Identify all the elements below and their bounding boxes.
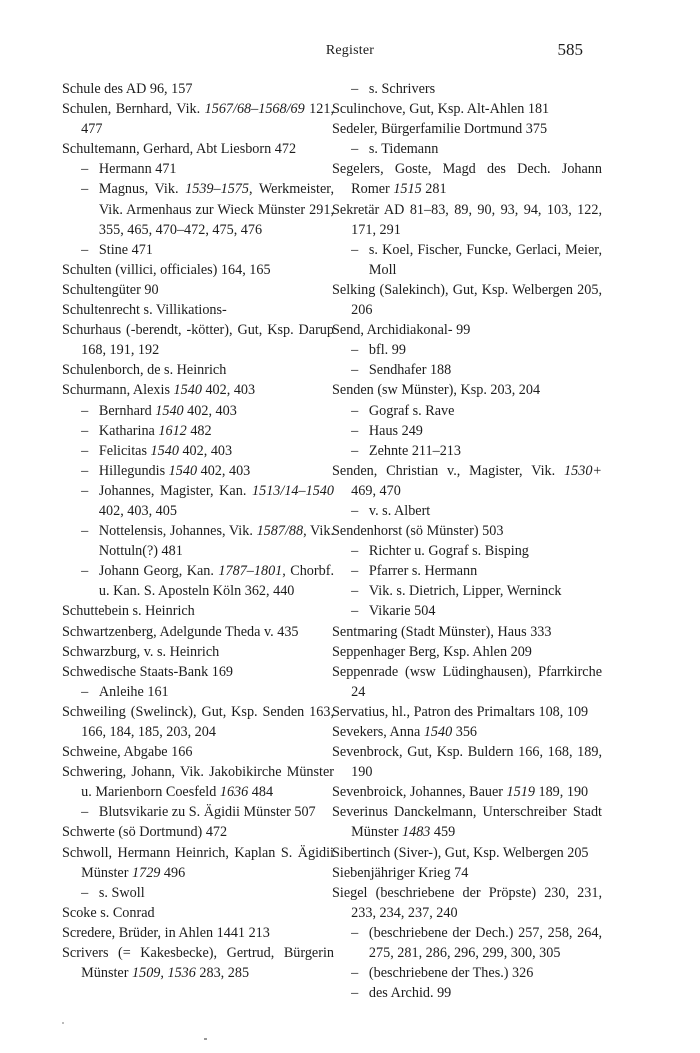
- entry-date: 1636: [219, 784, 249, 801]
- entry-text: Schulenborch, de s. Heinrich: [62, 362, 227, 379]
- index-entry: [62, 762, 334, 802]
- entry-text: 482: [186, 422, 212, 439]
- index-entry: [332, 521, 602, 541]
- index-subentry: [332, 360, 602, 380]
- entry-text: Scrivers (= Kakesbecke), Gertrud, Bürgerin Münster: [62, 945, 334, 982]
- entry-text: 496: [160, 864, 186, 881]
- index-entry: [332, 702, 602, 722]
- entry-text: Vik. s. Dietrich, Lipper, Werninck: [368, 583, 562, 600]
- index-entry: [332, 843, 602, 863]
- entry-date: 1513/14–1540: [252, 482, 334, 499]
- index-entry: [62, 642, 334, 662]
- entry-text: Schule des AD 96, 157: [62, 81, 193, 97]
- entry-text: 356: [452, 724, 478, 740]
- index-subentry: [62, 401, 334, 421]
- index-entry: [332, 380, 602, 400]
- index-subentry: [332, 340, 602, 360]
- index-subentry: [62, 802, 334, 822]
- index-entry: [62, 622, 334, 642]
- index-subentry: [332, 581, 602, 601]
- index-entry: [62, 923, 334, 943]
- subentry-dash: –: [81, 402, 89, 419]
- subentry-dash: –: [81, 482, 89, 499]
- entry-text: Siegel (beschriebene der Pröpste) 230, 231, 233, 234, 237, 240: [332, 884, 602, 921]
- subentry-dash: –: [81, 683, 89, 700]
- entry-text: Sentmaring (Stadt Münster), Haus 333: [332, 623, 552, 640]
- entry-text: Schurmann, Alexis: [62, 382, 174, 399]
- index-subentry: [62, 421, 334, 441]
- entry-date: 1509, 1536: [132, 965, 196, 982]
- subentry-dash: –: [351, 141, 359, 158]
- subentry-dash: –: [81, 422, 89, 439]
- index-subentry: [62, 240, 334, 260]
- index-entry: [332, 883, 602, 923]
- entry-text: Hillegundis: [98, 462, 169, 479]
- subentry-dash: –: [351, 924, 359, 941]
- subentry-dash: –: [351, 422, 359, 439]
- entry-text: Sekretär AD 81–83, 89, 90, 93, 94, 103, 122, 171, 291: [332, 201, 602, 238]
- index-entry: [332, 119, 602, 139]
- entry-text: 469, 470: [351, 482, 401, 499]
- index-entry: [332, 802, 602, 842]
- entry-text: Bernhard: [98, 402, 156, 419]
- entry-text: Sevenbrock, Gut, Ksp. Buldern 166, 168, 189, 190: [332, 744, 602, 781]
- index-entry: [332, 863, 602, 883]
- index-entry: [332, 280, 602, 320]
- subentry-dash: –: [81, 523, 89, 540]
- subentry-dash: –: [81, 442, 89, 459]
- index-entry: [62, 79, 334, 99]
- index-column-right: [332, 79, 602, 1003]
- entry-text: des Archid. 99: [368, 985, 452, 1002]
- subentry-dash: –: [351, 241, 359, 258]
- entry-text: s. Schrivers: [368, 81, 436, 97]
- index-entry: [62, 822, 334, 842]
- subentry-dash: –: [351, 543, 359, 560]
- subentry-dash: –: [351, 985, 359, 1002]
- index-entry: [332, 159, 602, 199]
- index-entry: [62, 300, 334, 320]
- index-entry: [62, 601, 334, 621]
- entry-date: 1787–1801: [218, 563, 283, 580]
- index-subentry: [332, 79, 602, 99]
- index-entry: [332, 99, 602, 119]
- entry-text: Segelers, Goste, Magd des Dech. Johann Romer: [332, 161, 602, 198]
- index-entry: [62, 943, 334, 983]
- entry-text: (beschriebene der Thes.) 326: [368, 965, 534, 982]
- index-entry: [62, 99, 334, 139]
- page-header: [0, 40, 700, 64]
- entry-text: Schultemann, Gerhard, Abt Liesborn 472: [62, 141, 297, 158]
- subentry-dash: –: [351, 563, 359, 580]
- entry-date: 1587/88: [256, 523, 304, 540]
- entry-text: Gograf s. Rave: [368, 402, 455, 419]
- entry-text: Pfarrer s. Hermann: [368, 563, 478, 580]
- entry-text: Johannes, Magister, Kan.: [98, 482, 253, 499]
- index-entry: [332, 662, 602, 702]
- entry-text: , Chorbf. u. Kan. S. Aposteln Köln 362, 440: [98, 563, 334, 600]
- entry-date: 1540: [155, 402, 184, 419]
- entry-date: 1530+: [564, 462, 602, 479]
- entry-text: , Vik. Nottuln(?) 481: [98, 523, 335, 560]
- entry-text: Selking (Salekinch), Gut, Ksp. Welbergen 205, 206: [332, 281, 602, 319]
- entry-text: Sendenhorst (sö Münster) 503: [332, 523, 504, 540]
- entry-text: s. Tidemann: [368, 141, 439, 158]
- subentry-dash: –: [81, 884, 89, 901]
- entry-date: 1539–1575: [185, 181, 249, 198]
- entry-text: Sibertinch (Siver-), Gut, Ksp. Welbergen 205: [332, 844, 589, 861]
- subentry-dash: –: [351, 603, 359, 620]
- entry-text: Senden, Christian v., Magister, Vik.: [332, 462, 565, 479]
- entry-text: Schwedische Staats-Bank 169: [62, 663, 234, 680]
- entry-text: 459: [430, 824, 456, 841]
- entry-text: Felicitas: [98, 442, 151, 459]
- index-subentry: [62, 521, 334, 561]
- entry-text: 484: [248, 784, 274, 801]
- entry-date: 1519: [506, 784, 535, 801]
- entry-text: 281: [421, 181, 447, 198]
- subentry-dash: –: [351, 362, 359, 379]
- entry-text: Seppenrade (wsw Lüdinghausen), Pfarrkirche 24: [332, 663, 602, 700]
- index-entry: [62, 139, 334, 159]
- index-entry: [62, 280, 334, 300]
- subentry-dash: –: [351, 583, 359, 600]
- entry-text: 402, 403: [197, 462, 251, 479]
- scan-speck: [204, 1038, 207, 1040]
- entry-date: 1540: [423, 724, 453, 740]
- index-entry: [332, 200, 602, 240]
- index-entry: [62, 702, 334, 742]
- index-entry: [332, 622, 602, 642]
- entry-text: Senden (sw Münster), Ksp. 203, 204: [332, 382, 541, 399]
- index-entry: [62, 320, 334, 360]
- subentry-dash: –: [351, 442, 359, 459]
- entry-text: Nottelensis, Johannes, Vik.: [98, 523, 257, 540]
- entry-text: Schultengüter 90: [62, 281, 159, 298]
- entry-text: Schuttebein s. Heinrich: [62, 603, 195, 620]
- index-entry: [62, 903, 334, 923]
- subentry-dash: –: [351, 502, 359, 519]
- entry-text: bfl. 99: [368, 342, 406, 359]
- entry-text: Magnus, Vik.: [98, 181, 186, 198]
- index-entry: [62, 843, 334, 883]
- entry-text: Stine 471: [98, 241, 153, 258]
- index-subentry: [62, 461, 334, 481]
- entry-text: Siebenjähriger Krieg 74: [332, 864, 469, 881]
- entry-text: 283, 285: [195, 965, 250, 982]
- index-subentry: [62, 561, 334, 601]
- index-entry: [332, 642, 602, 662]
- entry-text: Schwoll, Hermann Heinrich, Kaplan S. Ägidii Münster: [62, 844, 334, 881]
- entry-text: Blutsvikarie zu S. Ägidii Münster 507: [98, 804, 316, 821]
- entry-text: Severinus Danckelmann, Unterschreiber Stadt Münster: [332, 804, 602, 841]
- entry-date: 1540: [168, 462, 198, 479]
- index-subentry: [332, 541, 602, 561]
- index-entry: [62, 662, 334, 682]
- entry-text: 402, 403: [178, 442, 233, 459]
- index-subentry: [62, 481, 334, 521]
- entry-text: Schwarzburg, v. s. Heinrich: [62, 643, 220, 660]
- entry-text: Katharina: [98, 422, 159, 439]
- index-entry: [332, 320, 602, 340]
- subentry-dash: –: [81, 462, 89, 479]
- index-entry: [332, 722, 602, 742]
- index-entry: [62, 360, 334, 380]
- entry-text: Servatius, hl., Patron des Primaltars 108, 109: [332, 703, 589, 720]
- index-subentry: [332, 963, 602, 983]
- index-subentry: [62, 441, 334, 461]
- index-subentry: [332, 983, 602, 1003]
- entry-text: Schweiling (Swelinck), Gut, Ksp. Senden 163, 166, 184, 185, 203, 204: [62, 703, 334, 740]
- index-subentry: [332, 501, 602, 521]
- entry-text: Schwering, Johann, Vik. Jakobikirche Münster u. Marienborn Coesfeld: [62, 764, 334, 801]
- entry-text: 402, 403, 405: [98, 502, 177, 519]
- entry-text: 402, 403: [201, 382, 256, 399]
- entry-text: Scredere, Brüder, in Ahlen 1441 213: [62, 924, 270, 941]
- index-subentry: [332, 401, 602, 421]
- entry-date: 1567/68–1568/69: [204, 101, 305, 118]
- entry-date: 1612: [158, 422, 187, 439]
- index-subentry: [62, 883, 334, 903]
- entry-text: s. Swoll: [98, 884, 145, 901]
- entry-text: Schurhaus (-berendt, -kötter), Gut, Ksp. Darup 168, 191, 192: [62, 322, 334, 359]
- entry-text: Schulen, Bernhard, Vik.: [62, 101, 205, 118]
- entry-text: s. Koel, Fischer, Funcke, Gerlaci, Meier, Moll: [368, 241, 602, 278]
- entry-text: (beschriebene der Dech.) 257, 258, 264, 275, 281, 286, 296, 299, 300, 305: [368, 924, 602, 962]
- index-subentry: [332, 561, 602, 581]
- entry-text: Sculinchove, Gut, Ksp. Alt-Ahlen 181: [332, 101, 550, 118]
- entry-date: 1729: [132, 864, 161, 881]
- entry-text: Schwerte (sö Dortmund) 472: [62, 824, 228, 841]
- entry-text: 402, 403: [183, 402, 237, 419]
- entry-text: Schultenrecht s. Villikations-: [62, 302, 227, 319]
- index-subentry: [332, 441, 602, 461]
- index-subentry: [62, 159, 334, 179]
- index-subentry: [332, 601, 602, 621]
- entry-text: Richter u. Gograf s. Bisping: [368, 543, 529, 560]
- entry-text: Scoke s. Conrad: [62, 904, 155, 921]
- subentry-dash: –: [351, 402, 359, 419]
- entry-text: Seppenhager Berg, Ksp. Ahlen 209: [332, 643, 532, 660]
- entry-text: 121, 477: [81, 101, 334, 138]
- entry-text: 189, 190: [534, 784, 589, 801]
- entry-text: Sevenbroick, Johannes, Bauer: [332, 784, 507, 801]
- index-subentry: [332, 139, 602, 159]
- index-subentry: [332, 923, 602, 963]
- entry-text: , Werkmeister, Vik. Armenhaus zur Wieck Münster 291, 355, 465, 470–472, 475, 476: [98, 181, 335, 238]
- subentry-dash: –: [81, 241, 89, 258]
- entry-text: Schwartzenberg, Adelgunde Theda v. 435: [62, 623, 299, 640]
- index-column-left: [62, 79, 334, 983]
- entry-date: 1515: [393, 181, 422, 198]
- entry-text: Send, Archidiakonal- 99: [332, 322, 471, 339]
- index-subentry: [62, 682, 334, 702]
- entry-text: Sendhafer 188: [368, 362, 452, 379]
- index-entry: [62, 260, 334, 280]
- index-subentry: [332, 421, 602, 441]
- entry-text: Haus 249: [368, 422, 423, 439]
- entry-text: Schulten (villici, officiales) 164, 165: [62, 261, 271, 278]
- running-head: Register: [325, 43, 375, 58]
- subentry-dash: –: [81, 181, 89, 198]
- page-number: 585: [557, 40, 583, 59]
- subentry-dash: –: [81, 563, 89, 580]
- subentry-dash: –: [81, 161, 89, 178]
- subentry-dash: –: [81, 804, 89, 821]
- index-entry: [62, 742, 334, 762]
- entry-date: 1483: [402, 824, 431, 841]
- scan-speck: [62, 1022, 64, 1024]
- subentry-dash: –: [351, 965, 359, 982]
- index-subentry: [62, 179, 334, 239]
- entry-text: v. s. Albert: [368, 502, 431, 519]
- entry-text: Sevekers, Anna: [332, 724, 424, 740]
- entry-text: Vikarie 504: [368, 603, 436, 620]
- entry-date: 1540: [173, 382, 202, 399]
- entry-text: Anleihe 161: [98, 683, 169, 700]
- index-entry: [332, 461, 602, 501]
- subentry-dash: –: [351, 81, 359, 97]
- entry-text: Sedeler, Bürgerfamilie Dortmund 375: [332, 121, 548, 138]
- entry-date: 1540: [150, 442, 179, 459]
- index-entry: [332, 782, 602, 802]
- entry-text: Johann Georg, Kan.: [98, 563, 219, 580]
- index-subentry: [332, 240, 602, 280]
- index-entry: [62, 380, 334, 400]
- entry-text: Schweine, Abgabe 166: [62, 744, 193, 761]
- subentry-dash: –: [351, 342, 359, 359]
- index-entry: [332, 742, 602, 782]
- entry-text: Zehnte 211–213: [368, 442, 461, 459]
- entry-text: Hermann 471: [98, 161, 177, 178]
